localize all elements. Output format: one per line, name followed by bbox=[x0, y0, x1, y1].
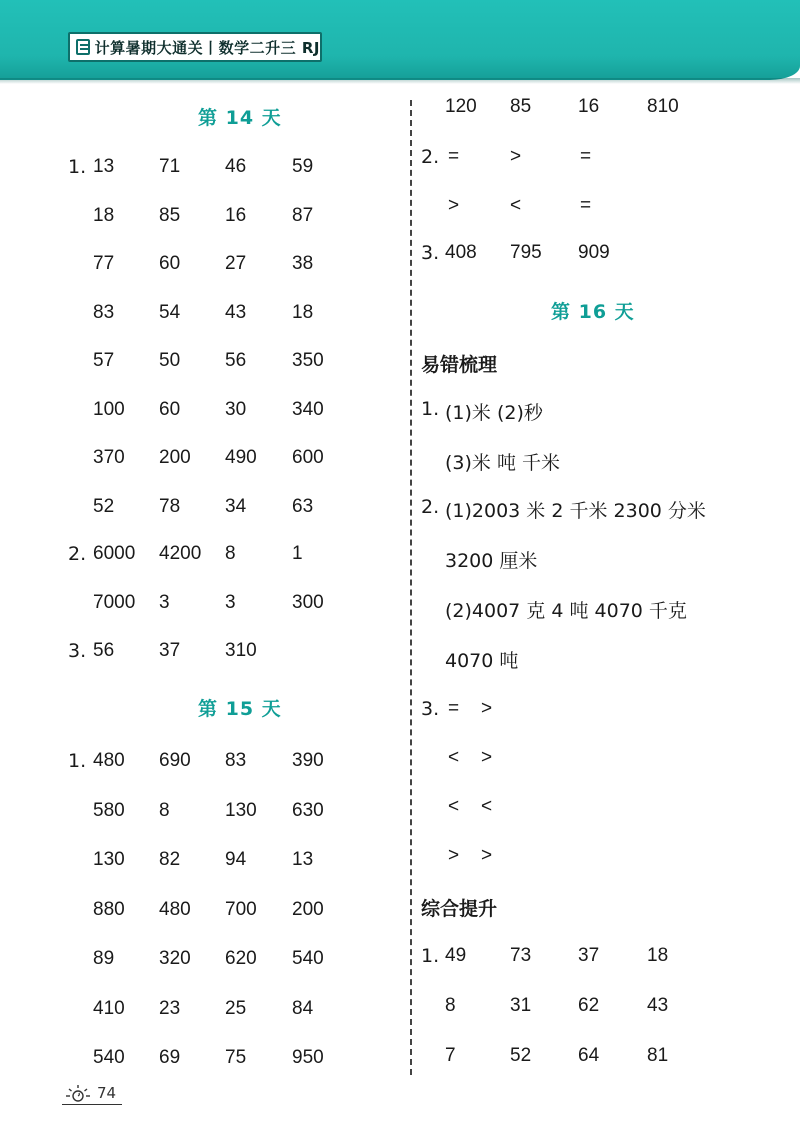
day15-q1-cell: 950 bbox=[292, 1047, 324, 1068]
day15-q1-cell: 13 bbox=[292, 849, 314, 870]
day14-q1-cell: 56 bbox=[225, 350, 247, 371]
day15-q1-cell: 880 bbox=[93, 898, 125, 920]
day14-q1-cell: 13 bbox=[93, 156, 115, 177]
day16-p2-q1-cell: 7 bbox=[445, 1045, 456, 1066]
day14-q1-cell: 57 bbox=[93, 350, 115, 371]
day15-q1-cell: 89 bbox=[93, 948, 115, 969]
day14-q2-cell: 3 bbox=[159, 591, 170, 613]
day16-q1-label: 1. bbox=[421, 398, 440, 420]
day15-q1-cell: 480 bbox=[159, 898, 191, 920]
question-label: 1. bbox=[68, 750, 87, 772]
day16-q3-cell: < bbox=[481, 796, 493, 817]
day16-q2-line2: 3200 厘米 bbox=[445, 550, 538, 572]
day14-q1-cell: 490 bbox=[225, 447, 257, 468]
day14-q1-cell: 340 bbox=[292, 398, 324, 420]
day15-q3-cell: 408 bbox=[445, 242, 477, 263]
day15-q1-cell: 84 bbox=[292, 997, 314, 1019]
day15-q1-cell: 390 bbox=[292, 750, 324, 771]
day15-q1-cell: 690 bbox=[159, 750, 191, 771]
day14-q1-cell: 30 bbox=[225, 398, 247, 420]
day14-q1-cell: 54 bbox=[159, 301, 181, 323]
day14-q1-cell: 100 bbox=[93, 398, 125, 420]
day14-q1-cell: 18 bbox=[93, 204, 115, 226]
day16-p2-q1-cell: 64 bbox=[578, 1045, 600, 1066]
day14-q1-cell: 600 bbox=[292, 447, 324, 468]
day14-q1-cell: 59 bbox=[292, 156, 314, 177]
question-label: 3. bbox=[421, 698, 440, 720]
day15-q1-cell: 85 bbox=[510, 96, 532, 117]
day14-q1-cell: 60 bbox=[159, 253, 181, 274]
day14-q1-cell: 63 bbox=[292, 495, 314, 517]
day16-q3-cell: < bbox=[448, 796, 460, 817]
day15-q1-cell: 200 bbox=[292, 898, 324, 920]
day15-q2-cell: = bbox=[448, 146, 460, 167]
day16-p2-q1-cell: 62 bbox=[578, 995, 600, 1016]
day16-q2-label: 2. bbox=[421, 496, 440, 518]
question-label: 1. bbox=[68, 156, 87, 178]
day16-p2-q1-cell: 31 bbox=[510, 995, 532, 1016]
book-icon bbox=[76, 39, 90, 55]
day15-q1-cell: 480 bbox=[93, 750, 125, 771]
day16-q1-line2: (3)米 吨 千米 bbox=[445, 452, 560, 474]
day15-q1-cell: 16 bbox=[578, 96, 600, 117]
day15-q1-cell: 620 bbox=[225, 948, 257, 969]
day16-q3-cell: > bbox=[448, 845, 460, 866]
day15-q1-cell: 25 bbox=[225, 997, 247, 1019]
day14-q1-cell: 43 bbox=[225, 301, 247, 323]
day15-q1-cell: 580 bbox=[93, 799, 125, 821]
day15-q1-cell: 700 bbox=[225, 898, 257, 920]
day15-q1-cell: 69 bbox=[159, 1047, 181, 1068]
day14-title: 第 14 天 bbox=[198, 107, 282, 129]
day16-p2-q1-cell: 18 bbox=[647, 945, 669, 966]
day16-q1-line1: (1)米 (2)秒 bbox=[445, 402, 543, 424]
day14-q3-cell: 310 bbox=[225, 640, 257, 661]
day15-q1-cell: 83 bbox=[225, 750, 247, 771]
day15-q2-cell: > bbox=[510, 146, 522, 167]
day14-q1-cell: 18 bbox=[292, 301, 314, 323]
day14-q1-cell: 71 bbox=[159, 156, 181, 177]
book-title: 计算暑期大通关丨数学二升三 RJ bbox=[94, 38, 320, 57]
day14-q2-cell: 7000 bbox=[93, 591, 136, 613]
day14-q1-cell: 77 bbox=[93, 253, 115, 274]
day15-q2-cell: = bbox=[580, 146, 592, 167]
question-label: 1. bbox=[421, 945, 440, 967]
day14-q1-cell: 16 bbox=[225, 204, 247, 226]
page-number-underline bbox=[62, 1104, 122, 1105]
day15-q2-cell: = bbox=[580, 195, 592, 216]
day15-q1-cell: 810 bbox=[647, 96, 679, 117]
day14-q1-cell: 83 bbox=[93, 301, 115, 323]
day15-q1-cell: 130 bbox=[93, 849, 125, 870]
day16-q3-cell: < bbox=[448, 747, 460, 768]
day16-p2-q1-cell: 8 bbox=[445, 995, 456, 1016]
day16-title: 第 16 天 bbox=[551, 301, 635, 323]
day15-q1-cell: 410 bbox=[93, 997, 125, 1019]
day14-q1-cell: 85 bbox=[159, 204, 181, 226]
day15-q1-cell: 130 bbox=[225, 799, 257, 821]
day16-part1-title: 易错梳理 bbox=[421, 354, 498, 376]
day14-q2-cell: 8 bbox=[225, 543, 236, 564]
day14-q2-cell: 4200 bbox=[159, 543, 202, 564]
page-number: 74 bbox=[97, 1084, 117, 1102]
question-label: 2. bbox=[68, 543, 87, 565]
day16-p2-q1-cell: 81 bbox=[647, 1045, 669, 1066]
day14-q2-cell: 6000 bbox=[93, 543, 136, 564]
column-divider bbox=[410, 100, 412, 1075]
day14-q1-cell: 34 bbox=[225, 495, 247, 517]
day14-q3-cell: 56 bbox=[93, 640, 115, 661]
day15-q1-cell: 540 bbox=[292, 948, 324, 969]
day14-q2-cell: 3 bbox=[225, 591, 236, 613]
day16-q3-cell: = bbox=[448, 698, 460, 719]
book-title-box bbox=[68, 32, 322, 62]
day15-q1-cell: 23 bbox=[159, 997, 181, 1019]
day15-q1-cell: 75 bbox=[225, 1047, 247, 1068]
day16-p2-q1-cell: 73 bbox=[510, 945, 532, 966]
day14-q1-cell: 87 bbox=[292, 204, 314, 226]
day15-q3-cell: 795 bbox=[510, 242, 542, 263]
day16-p2-q1-cell: 49 bbox=[445, 945, 467, 966]
question-label: 3. bbox=[68, 640, 87, 662]
day15-q3-cell: 909 bbox=[578, 242, 610, 263]
header-shadow bbox=[0, 78, 800, 84]
day15-q1-cell: 8 bbox=[159, 799, 170, 821]
day15-q1-cell: 320 bbox=[159, 948, 191, 969]
day16-q2-line1: (1)2003 米 2 千米 2300 分米 bbox=[445, 500, 706, 522]
day14-q1-cell: 350 bbox=[292, 350, 324, 371]
day14-q1-cell: 50 bbox=[159, 350, 181, 371]
day16-p2-q1-cell: 52 bbox=[510, 1045, 532, 1066]
day14-q1-cell: 370 bbox=[93, 447, 125, 468]
day15-q1-cell: 94 bbox=[225, 849, 247, 870]
day14-q1-cell: 200 bbox=[159, 447, 191, 468]
day14-q2-cell: 1 bbox=[292, 543, 303, 564]
day16-q3-cell: > bbox=[481, 747, 493, 768]
day15-q1-cell: 120 bbox=[445, 96, 477, 117]
day14-q2-cell: 300 bbox=[292, 591, 324, 613]
day14-q1-cell: 60 bbox=[159, 398, 181, 420]
day16-p2-q1-cell: 43 bbox=[647, 995, 669, 1016]
day15-q2-cell: > bbox=[448, 195, 460, 216]
question-label: 2. bbox=[421, 146, 440, 168]
day14-q3-cell: 37 bbox=[159, 640, 181, 661]
day15-q2-cell: < bbox=[510, 195, 522, 216]
day15-q1-cell: 540 bbox=[93, 1047, 125, 1068]
day14-q1-cell: 38 bbox=[292, 253, 314, 274]
question-label: 3. bbox=[421, 242, 440, 264]
sun-swirl-icon bbox=[64, 1082, 94, 1104]
day16-q3-cell: > bbox=[481, 845, 493, 866]
day14-q1-cell: 46 bbox=[225, 156, 247, 177]
day14-q1-cell: 27 bbox=[225, 253, 247, 274]
day14-q1-cell: 52 bbox=[93, 495, 115, 517]
day16-q3-cell: > bbox=[481, 698, 493, 719]
day16-p2-q1-cell: 37 bbox=[578, 945, 600, 966]
day16-q2-line4: 4070 吨 bbox=[445, 650, 519, 672]
day15-title: 第 15 天 bbox=[198, 698, 282, 720]
day14-q1-cell: 78 bbox=[159, 495, 181, 517]
day16-part2-title: 综合提升 bbox=[421, 898, 498, 920]
day16-q2-line3: (2)4007 克 4 吨 4070 千克 bbox=[445, 600, 687, 622]
day15-q1-cell: 630 bbox=[292, 799, 324, 821]
day15-q1-cell: 82 bbox=[159, 849, 181, 870]
